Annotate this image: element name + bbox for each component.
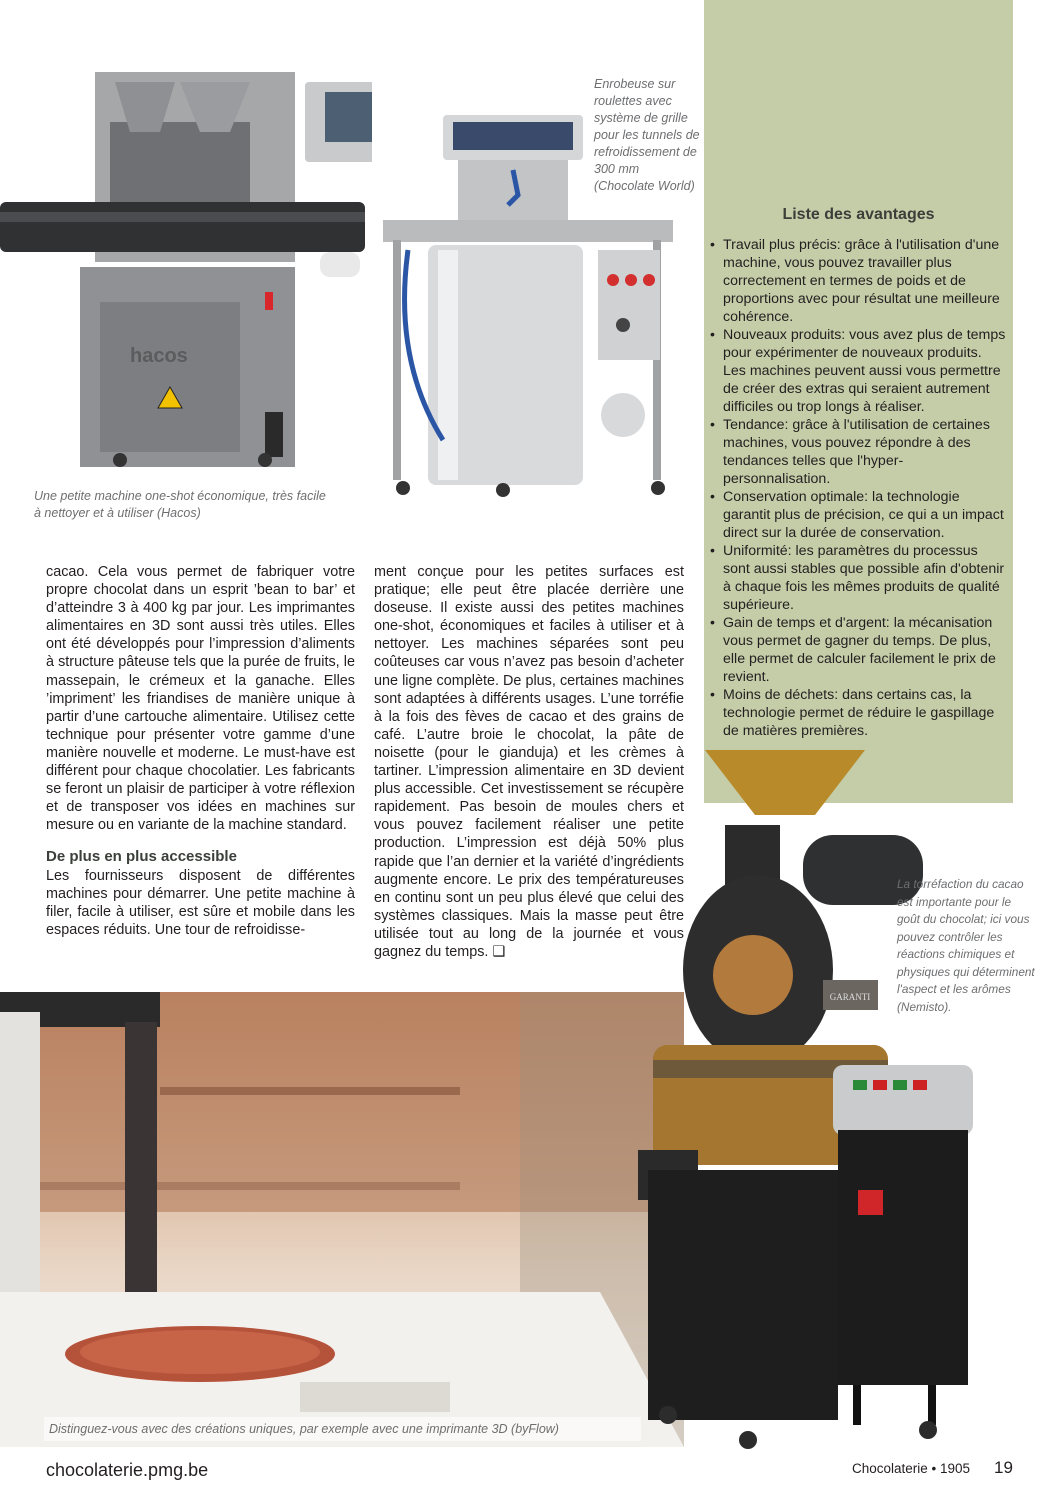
list-item: • Moins de déchets: dans certains cas, la technologie permet de réduire le gaspillage de matières premières. — [710, 686, 1008, 740]
sidebar-title: Liste des avantages — [782, 206, 935, 223]
advantages-list — [710, 236, 1008, 740]
3d-printer-photo — [0, 992, 684, 1447]
oneshot-machine-photo — [0, 42, 372, 482]
caption-roaster: La torréfaction du cacao est importante pour le goût du chocolat; ici vous pouvez contrôler les réactions chimiques et physiques qui déterminent l'aspect et les arômes (Nemisto). — [897, 877, 1035, 1014]
list-item: • Gain de temps et d'argent: la mécanisation vous permet de gagner du temps. De plus, elle permet de calculer facilement le prix de revient. — [710, 614, 1008, 686]
paragraph: Les fournisseurs disposent de différentes machines pour démarrer. Une petite machine à filer, facile à utiliser, est sûre et mobile dans les espaces réduits. Une tour de refroidisse- — [46, 867, 355, 938]
list-item: • Tendance: grâce à l'utilisation de certaines machines, vous pouvez répondre à des tendances telles que l'hyper-personnalisation. — [710, 416, 1008, 488]
caption-3d-printer: Distinguez-vous avec des créations uniques, par exemple avec une imprimante 3D (byFlow) — [44, 1417, 641, 1441]
roaster-photo — [628, 750, 976, 1455]
footer-magazine-issue: Chocolaterie • 1905 — [852, 1461, 971, 1476]
hacos-logo: hacos — [130, 345, 188, 367]
list-item: • Travail plus précis: grâce à l'utilisation d'une machine, vous pouvez travailler plus correctement en termes de poids et de proportions avec pour résultat une meilleure cohérence. — [710, 236, 1008, 326]
list-item: • Conservation optimale: la technologie garantit plus de précision, ce qui a un impact direct sur la durée de conservation. — [710, 488, 1008, 542]
caption-enrober: Enrobeuse sur roulettes avec système de grille pour les tunnels de refroidissement de 300 mm (Chocolate World) — [594, 77, 700, 193]
section-heading: De plus en plus accessible — [46, 848, 237, 866]
paragraph: ment conçue pour les petites surfaces est pratique; elle peut être placée derrière une doseuse. Il existe aussi des petites machines one-shot, économiques et faciles à utiliser et à nettoyer. Les machines séparées sont peu coûteuses car vous n’avez pas besoin d’acheter une ligne complète. De plus, certaines machines sont adaptées à différents usages. L’une torréfie à la fois des fèves de cacao et des grains de café. L’autre broie le chocolat, la pâte de noisette (pour le gianduja) et les crèmes à tartiner. L’impression alimentaire en 3D devient plus accessible. Cet investissement se récupère rapidement. Pas besoin de moules chers et vous pouvez facilement réaliser une petite production. L’impression est déjà 50% plus rapide que l’an dernier et la variété d’ingrédients augmente encore. Le prix des températureuses en continu sont un peu plus élevé que celui des systèmes classiques. Mais la masse peut être utilisée tout au long de la journée et vous gagnez du temps. ❑ — [374, 564, 684, 960]
caption-oneshot: Une petite machine one-shot économique, très facile à nettoyer et à utiliser (Hacos) — [34, 489, 326, 520]
page-number: 19 — [994, 1458, 1013, 1477]
list-item: • Uniformité: les paramètres du processus sont aussi stables que possible afin d'obtenir à chaque fois les mêmes produits de qualité supérieure. — [710, 542, 1008, 614]
paragraph: cacao. Cela vous permet de fabriquer votre propre chocolat dans un esprit ’bean to bar’ et d’atteindre 3 à 400 kg par jour. Les imprimantes alimentaires en 3D sont aussi très utiles. Elles ont été développés pour l’impression d’aliments à structure pâteuse tels que la purée de fruits, le massepain, le crémeux et la ganache. Elles ’impriment’ les friandises de manière unique à partir d’une cartouche alimentaire. Utilisez cette technique pour présenter votre gamme d’une manière nouvelle et moderne. Le must-have est différent pour chaque chocolatier. Les fabricants se feront un plaisir de participer à votre réflexion et de transposer vos idées en machines sur mesure ou en variante de la machine standard. — [46, 564, 355, 834]
article-column-1 — [46, 563, 355, 939]
garanti-plate-label: GARANTI — [829, 992, 871, 1002]
footer-website-link[interactable]: chocolaterie.pmg.be — [46, 1460, 209, 1480]
list-item: • Nouveaux produits: vous avez plus de temps pour expérimenter de nouveaux produits. Les machines peuvent aussi vous permettre de créer des extras qui seraient autrement difficiles ou trop longs à réaliser. — [710, 326, 1008, 416]
